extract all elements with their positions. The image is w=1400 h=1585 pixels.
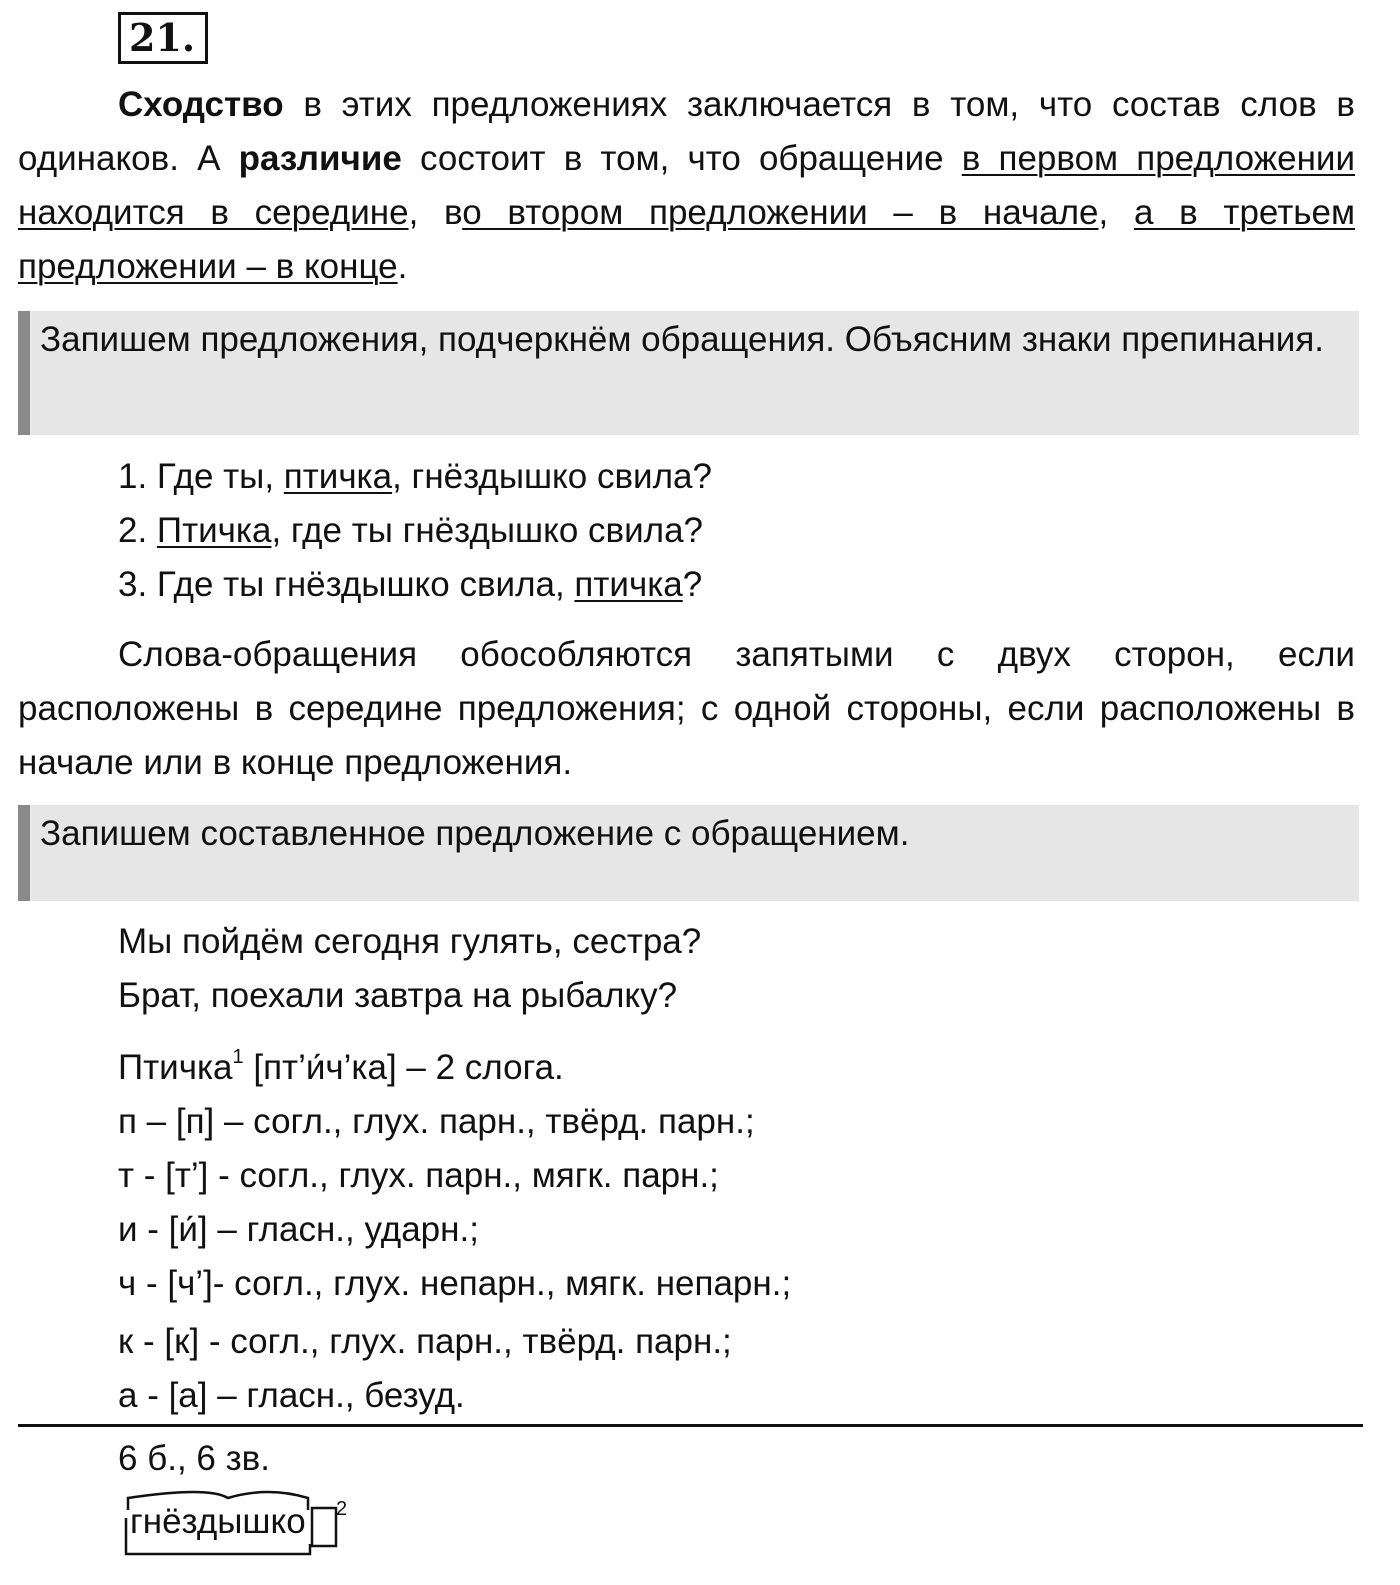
phonetic-line: т - [т’] - согл., глух. парн., мягк. парн.; <box>118 1156 719 1195</box>
sentence-2 <box>118 504 703 558</box>
text-fragment: , гнёздышко свила? <box>392 457 712 496</box>
divider-line <box>18 1424 1363 1427</box>
composed-sentence-2: Брат, поехали завтра на рыбалку? <box>118 976 678 1015</box>
underlined-first: в первом предложении находится в середине <box>18 139 1355 232</box>
phonetic-line: ч - [ч’]- согл., глух. непарн., мягк. непарн.; <box>118 1264 792 1303</box>
sentence-3 <box>118 558 702 612</box>
text-fragment: ? <box>682 565 703 604</box>
bold-similarity: Сходство <box>118 85 284 124</box>
phonetic-line: к - [к] - согл., глух. парн., твёрд. парн.; <box>118 1322 732 1361</box>
text-fragment: . <box>397 247 408 286</box>
task-number: 21. <box>118 12 208 64</box>
underlined-third: а в третьем предложении – в конце <box>18 193 1356 286</box>
word-ending: о <box>286 1502 306 1541</box>
address-underlined: птичка <box>283 457 393 496</box>
text-fragment: , где ты гнёздышко свила? <box>271 511 704 550</box>
phonetic-heading <box>118 1041 564 1095</box>
phonetic-line: а - [а] – гласн., безуд. <box>118 1376 465 1415</box>
underlined-second: о втором предложении – в начале <box>462 193 1099 232</box>
footnote-marker: 2 <box>336 1498 348 1520</box>
phonetic-word: Птичка <box>118 1048 233 1087</box>
text-fragment: в этих предложениях заключается в том, что состав слов в одинаков. А <box>18 85 1355 178</box>
phonetic-line: и - [и́] – гласн., ударн.; <box>118 1210 479 1249</box>
similarity-paragraph <box>18 78 1355 294</box>
address-underlined: птичка <box>574 565 683 604</box>
rule-text: Слова-обращения обособляются запятыми с двух сторон, если расположены в середине предложения; с одной стороны, если расположены в начале или в конце предложения. <box>18 635 1355 782</box>
text-fragment: , в <box>408 193 463 232</box>
address-underlined: Птичка <box>156 511 272 550</box>
text-fragment: состоит в том, что обращение <box>401 139 962 178</box>
phonetic-line: п – [п] – согл., глух. парн., твёрд. парн.; <box>118 1102 755 1141</box>
footnote-marker: 1 <box>232 1046 244 1068</box>
composed-sentence-1: Мы пойдём сегодня гулять, сестра? <box>118 922 702 961</box>
rule-paragraph <box>18 628 1355 790</box>
task-box-2: Запишем составленное предложение с обращением. <box>18 805 1359 901</box>
text-fragment: 2. <box>118 511 157 550</box>
text-fragment: 3. Где ты гнёздышко свила, <box>118 565 575 604</box>
word-stem: гнёздышк <box>130 1502 287 1541</box>
task-box-1: Запишем предложения, подчеркнём обращения. Объясним знаки препинания. <box>18 311 1359 435</box>
transcription: [пт’и́ч’ка] – 2 слога. <box>243 1048 564 1087</box>
phonetic-summary: 6 б., 6 зв. <box>118 1439 270 1478</box>
text-fragment: , <box>1098 193 1134 232</box>
morpheme-word <box>130 1502 306 1542</box>
morpheme-analysis <box>118 1488 378 1568</box>
bold-difference: различие <box>238 139 402 178</box>
sentence-1 <box>118 450 712 504</box>
text-fragment: 1. Где ты, <box>118 457 284 496</box>
